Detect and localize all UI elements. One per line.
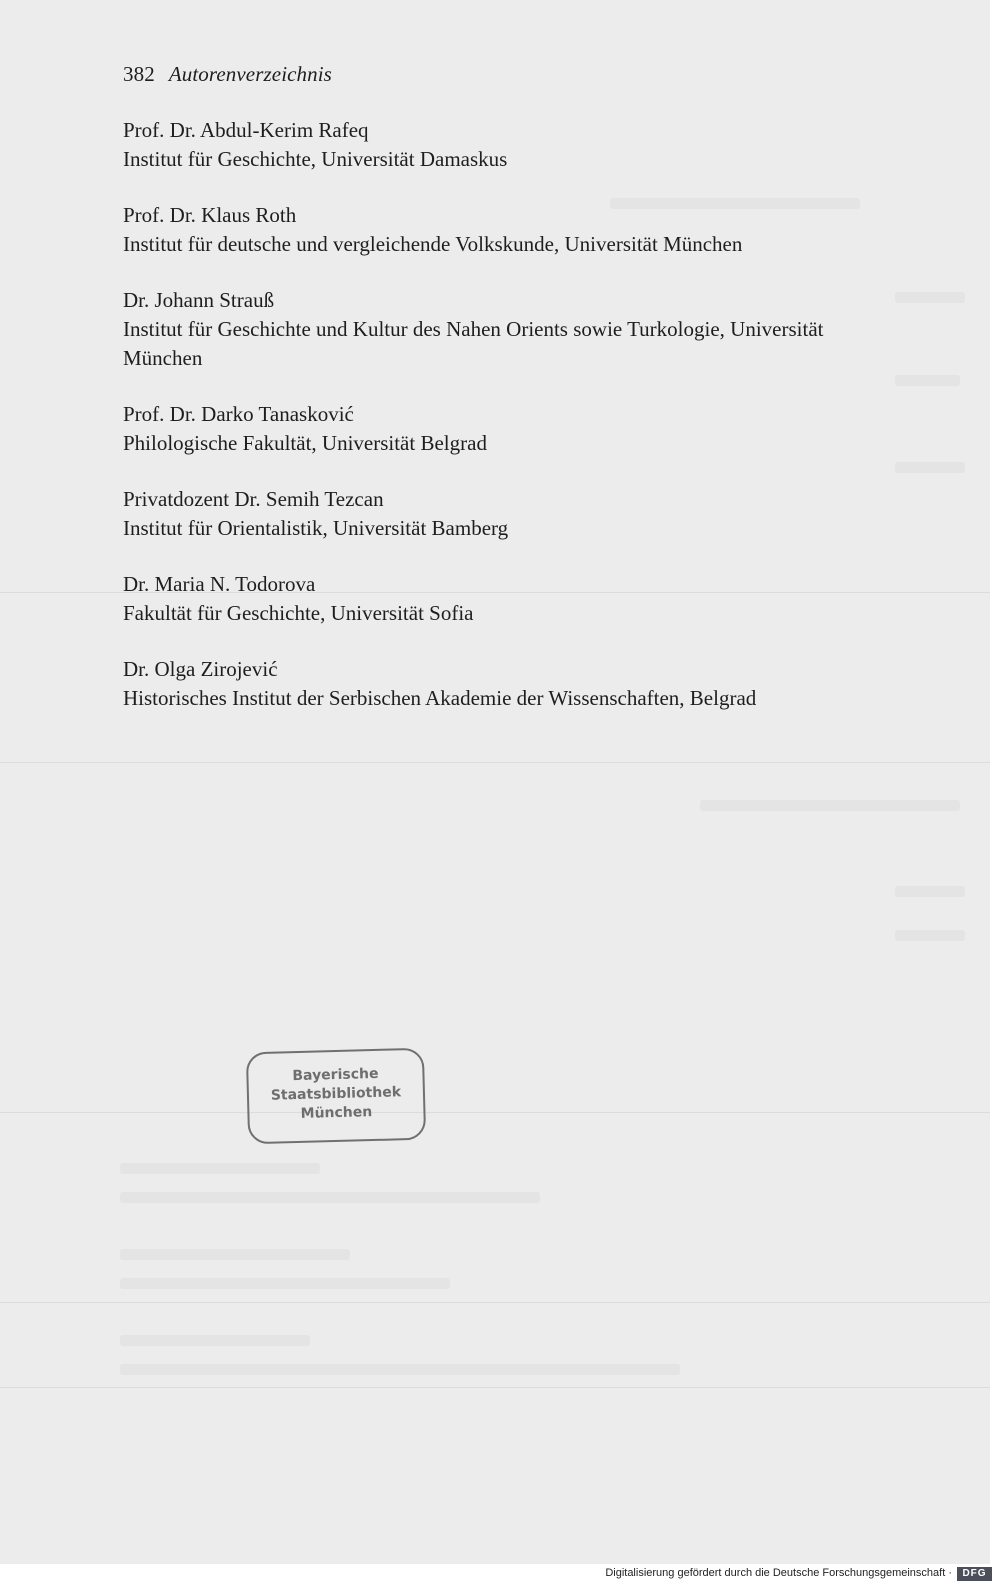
running-head <box>123 62 332 87</box>
author-entry <box>123 400 923 458</box>
author-name: Prof. Dr. Darko Tanasković <box>123 402 354 426</box>
author-entry <box>123 485 923 543</box>
digitization-footer <box>0 1564 1000 1584</box>
author-entry <box>123 655 923 713</box>
author-affiliation-continued: München <box>123 346 203 370</box>
author-affiliation: Fakultät für Geschichte, Universität Sofia <box>123 601 474 625</box>
dfg-logo: DFG <box>957 1567 992 1581</box>
author-entry <box>123 116 923 174</box>
author-entry <box>123 201 923 259</box>
stamp-line: München <box>300 1104 373 1122</box>
library-stamp <box>246 1048 426 1145</box>
page-edge <box>990 0 1000 1564</box>
author-affiliation: Philologische Fakultät, Universität Belgrad <box>123 431 487 455</box>
author-affiliation: Historisches Institut der Serbischen Akademie der Wissenschaften, Belgrad <box>123 686 757 710</box>
author-affiliation: Institut für deutsche und vergleichende Volkskunde, Universität München <box>123 232 743 256</box>
author-list <box>123 116 923 740</box>
author-affiliation: Institut für Orientalistik, Universität Bamberg <box>123 516 509 540</box>
page-number: 382 <box>123 62 155 86</box>
author-name: Prof. Dr. Klaus Roth <box>123 203 297 227</box>
author-name: Dr. Johann Strauß <box>123 288 275 312</box>
author-name: Prof. Dr. Abdul-Kerim Rafeq <box>123 118 369 142</box>
funding-notice: Digitalisierung gefördert durch die Deutsche Forschungsgemeinschaft · <box>605 1567 952 1579</box>
stamp-line: Bayerische <box>292 1065 379 1085</box>
author-name: Privatdozent Dr. Semih Tezcan <box>123 487 384 511</box>
author-name: Dr. Olga Zirojević <box>123 657 278 681</box>
author-affiliation: Institut für Geschichte, Universität Damaskus <box>123 147 508 171</box>
stamp-line: Staatsbibliothek <box>270 1084 402 1104</box>
author-entry <box>123 570 923 628</box>
author-affiliation: Institut für Geschichte und Kultur des Nahen Orients sowie Turkologie, Universität <box>123 317 824 341</box>
section-title: Autorenverzeichnis <box>168 62 332 86</box>
author-name: Dr. Maria N. Todorova <box>123 572 316 596</box>
author-entry <box>123 286 923 373</box>
